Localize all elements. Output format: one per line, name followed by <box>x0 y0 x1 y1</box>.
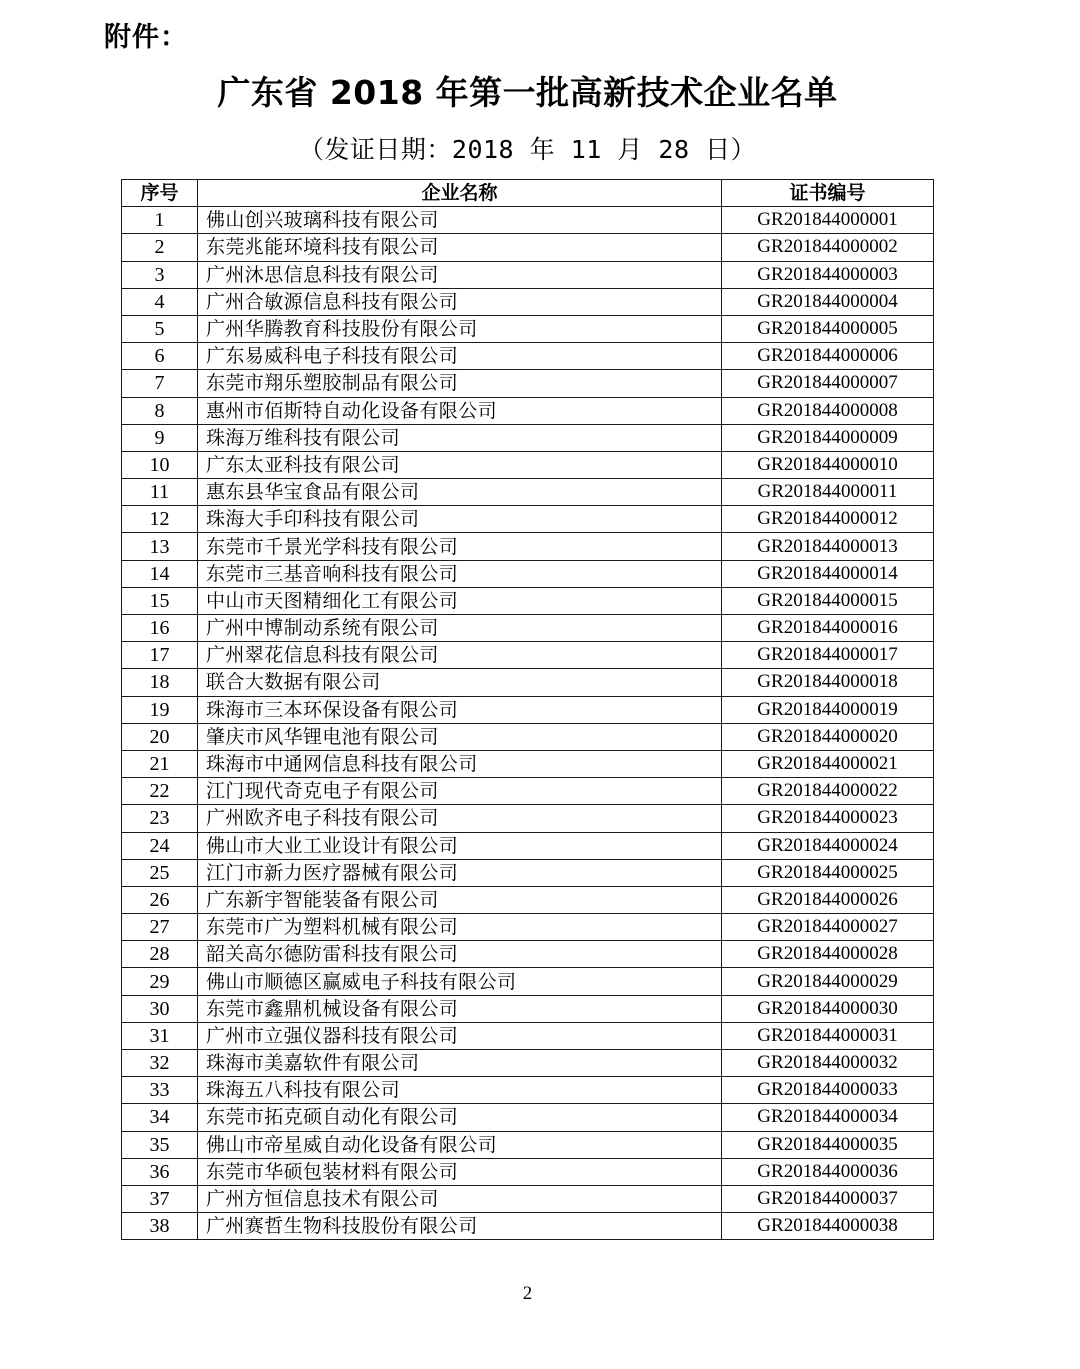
table-header-row <box>122 180 934 207</box>
company-name-cell: 广州方恒信息技术有限公司 <box>198 1185 722 1212</box>
table-row <box>122 234 934 261</box>
company-name-cell: 东莞市广为塑料机械有限公司 <box>198 914 722 941</box>
serial-number-cell: 35 <box>122 1131 198 1158</box>
certificate-number-cell: GR201844000023 <box>722 805 934 832</box>
table-row <box>122 1022 934 1049</box>
table-row <box>122 941 934 968</box>
table-row <box>122 370 934 397</box>
company-name-cell: 东莞市拓克硕自动化有限公司 <box>198 1104 722 1131</box>
certificate-number-cell: GR201844000019 <box>722 696 934 723</box>
enterprise-table-container <box>121 179 933 1240</box>
certificate-number-cell: GR201844000012 <box>722 506 934 533</box>
company-name-cell: 中山市天图精细化工有限公司 <box>198 587 722 614</box>
table-row <box>122 615 934 642</box>
company-name-cell: 东莞市千景光学科技有限公司 <box>198 533 722 560</box>
table-row <box>122 451 934 478</box>
table-row <box>122 397 934 424</box>
company-name-cell: 广州市立强仪器科技有限公司 <box>198 1022 722 1049</box>
certificate-number-cell: GR201844000001 <box>722 207 934 234</box>
company-name-cell: 佛山市大业工业设计有限公司 <box>198 832 722 859</box>
company-name-cell: 广东太亚科技有限公司 <box>198 451 722 478</box>
certificate-number-cell: GR201844000016 <box>722 615 934 642</box>
serial-number-cell: 16 <box>122 615 198 642</box>
serial-number-cell: 19 <box>122 696 198 723</box>
certificate-number-cell: GR201844000017 <box>722 642 934 669</box>
certificate-number-cell: GR201844000008 <box>722 397 934 424</box>
certificate-number-cell: GR201844000009 <box>722 424 934 451</box>
table-body <box>122 207 934 1240</box>
table-row <box>122 315 934 342</box>
certificate-number-cell: GR201844000005 <box>722 315 934 342</box>
company-name-cell: 东莞市鑫鼎机械设备有限公司 <box>198 995 722 1022</box>
company-name-cell: 广东新宇智能装备有限公司 <box>198 886 722 913</box>
table-row <box>122 1158 934 1185</box>
certificate-number-cell: GR201844000024 <box>722 832 934 859</box>
certificate-number-cell: GR201844000038 <box>722 1213 934 1240</box>
certificate-number-cell: GR201844000036 <box>722 1158 934 1185</box>
company-name-cell: 东莞兆能环境科技有限公司 <box>198 234 722 261</box>
company-name-cell: 惠州市佰斯特自动化设备有限公司 <box>198 397 722 424</box>
table-row <box>122 1213 934 1240</box>
table-row <box>122 533 934 560</box>
company-name-cell: 珠海市中通网信息科技有限公司 <box>198 750 722 777</box>
serial-number-cell: 8 <box>122 397 198 424</box>
company-name-cell: 广州赛哲生物科技股份有限公司 <box>198 1213 722 1240</box>
serial-number-cell: 28 <box>122 941 198 968</box>
serial-number-cell: 32 <box>122 1050 198 1077</box>
company-name-cell: 联合大数据有限公司 <box>198 669 722 696</box>
serial-number-cell: 3 <box>122 261 198 288</box>
serial-number-cell: 38 <box>122 1213 198 1240</box>
serial-number-cell: 6 <box>122 343 198 370</box>
table-row <box>122 1185 934 1212</box>
certificate-number-cell: GR201844000002 <box>722 234 934 261</box>
serial-number-cell: 20 <box>122 723 198 750</box>
company-name-cell: 广州中博制动系统有限公司 <box>198 615 722 642</box>
issue-date-subtitle: （发证日期：2018 年 11 月 28 日） <box>298 135 757 164</box>
certificate-number-cell: GR201844000025 <box>722 859 934 886</box>
serial-number-cell: 21 <box>122 750 198 777</box>
column-header-certificate-number: 证书编号 <box>722 180 934 207</box>
serial-number-cell: 11 <box>122 479 198 506</box>
company-name-cell: 佛山创兴玻璃科技有限公司 <box>198 207 722 234</box>
table-row <box>122 506 934 533</box>
certificate-number-cell: GR201844000010 <box>722 451 934 478</box>
certificate-number-cell: GR201844000033 <box>722 1077 934 1104</box>
serial-number-cell: 30 <box>122 995 198 1022</box>
table-row <box>122 1131 934 1158</box>
table-row <box>122 1077 934 1104</box>
company-name-cell: 佛山市顺德区赢威电子科技有限公司 <box>198 968 722 995</box>
certificate-number-cell: GR201844000035 <box>722 1131 934 1158</box>
page-title: 广东省 2018 年第一批高新技术企业名单 <box>217 73 838 112</box>
table-row <box>122 1050 934 1077</box>
certificate-number-cell: GR201844000034 <box>722 1104 934 1131</box>
serial-number-cell: 37 <box>122 1185 198 1212</box>
table-row <box>122 669 934 696</box>
serial-number-cell: 1 <box>122 207 198 234</box>
table-row <box>122 288 934 315</box>
company-name-cell: 广东易威科电子科技有限公司 <box>198 343 722 370</box>
serial-number-cell: 15 <box>122 587 198 614</box>
certificate-number-cell: GR201844000006 <box>722 343 934 370</box>
table-row <box>122 805 934 832</box>
table-row <box>122 968 934 995</box>
table-row <box>122 424 934 451</box>
serial-number-cell: 25 <box>122 859 198 886</box>
certificate-number-cell: GR201844000015 <box>722 587 934 614</box>
serial-number-cell: 17 <box>122 642 198 669</box>
attachment-label: 附件： <box>104 22 188 53</box>
company-name-cell: 珠海市三本环保设备有限公司 <box>198 696 722 723</box>
table-row <box>122 642 934 669</box>
certificate-number-cell: GR201844000004 <box>722 288 934 315</box>
table-row <box>122 750 934 777</box>
certificate-number-cell: GR201844000021 <box>722 750 934 777</box>
certificate-number-cell: GR201844000032 <box>722 1050 934 1077</box>
certificate-number-cell: GR201844000022 <box>722 778 934 805</box>
certificate-number-cell: GR201844000031 <box>722 1022 934 1049</box>
certificate-number-cell: GR201844000030 <box>722 995 934 1022</box>
serial-number-cell: 10 <box>122 451 198 478</box>
table-row <box>122 560 934 587</box>
company-name-cell: 肇庆市风华锂电池有限公司 <box>198 723 722 750</box>
serial-number-cell: 2 <box>122 234 198 261</box>
serial-number-cell: 24 <box>122 832 198 859</box>
company-name-cell: 东莞市三基音响科技有限公司 <box>198 560 722 587</box>
table-row <box>122 587 934 614</box>
company-name-cell: 广州翠花信息科技有限公司 <box>198 642 722 669</box>
company-name-cell: 广州欧齐电子科技有限公司 <box>198 805 722 832</box>
column-header-company-name: 企业名称 <box>198 180 722 207</box>
serial-number-cell: 4 <box>122 288 198 315</box>
serial-number-cell: 36 <box>122 1158 198 1185</box>
company-name-cell: 广州华腾教育科技股份有限公司 <box>198 315 722 342</box>
certificate-number-cell: GR201844000026 <box>722 886 934 913</box>
table-row <box>122 207 934 234</box>
table-row <box>122 832 934 859</box>
serial-number-cell: 22 <box>122 778 198 805</box>
serial-number-cell: 9 <box>122 424 198 451</box>
certificate-number-cell: GR201844000013 <box>722 533 934 560</box>
company-name-cell: 珠海万维科技有限公司 <box>198 424 722 451</box>
certificate-number-cell: GR201844000029 <box>722 968 934 995</box>
company-name-cell: 珠海市美嘉软件有限公司 <box>198 1050 722 1077</box>
serial-number-cell: 18 <box>122 669 198 696</box>
table-row <box>122 1104 934 1131</box>
enterprise-table <box>121 179 934 1240</box>
company-name-cell: 东莞市翔乐塑胶制品有限公司 <box>198 370 722 397</box>
serial-number-cell: 7 <box>122 370 198 397</box>
company-name-cell: 韶关高尔德防雷科技有限公司 <box>198 941 722 968</box>
company-name-cell: 珠海五八科技有限公司 <box>198 1077 722 1104</box>
company-name-cell: 佛山市帝星威自动化设备有限公司 <box>198 1131 722 1158</box>
serial-number-cell: 26 <box>122 886 198 913</box>
serial-number-cell: 23 <box>122 805 198 832</box>
company-name-cell: 惠东县华宝食品有限公司 <box>198 479 722 506</box>
certificate-number-cell: GR201844000037 <box>722 1185 934 1212</box>
company-name-cell: 江门市新力医疗器械有限公司 <box>198 859 722 886</box>
table-row <box>122 778 934 805</box>
certificate-number-cell: GR201844000027 <box>722 914 934 941</box>
table-row <box>122 343 934 370</box>
table-row <box>122 859 934 886</box>
certificate-number-cell: GR201844000014 <box>722 560 934 587</box>
company-name-cell: 广州沐思信息科技有限公司 <box>198 261 722 288</box>
serial-number-cell: 14 <box>122 560 198 587</box>
table-row <box>122 479 934 506</box>
serial-number-cell: 12 <box>122 506 198 533</box>
certificate-number-cell: GR201844000028 <box>722 941 934 968</box>
certificate-number-cell: GR201844000003 <box>722 261 934 288</box>
serial-number-cell: 33 <box>122 1077 198 1104</box>
table-row <box>122 696 934 723</box>
serial-number-cell: 34 <box>122 1104 198 1131</box>
table-row <box>122 261 934 288</box>
serial-number-cell: 5 <box>122 315 198 342</box>
table-row <box>122 723 934 750</box>
company-name-cell: 珠海大手印科技有限公司 <box>198 506 722 533</box>
table-row <box>122 886 934 913</box>
serial-number-cell: 13 <box>122 533 198 560</box>
certificate-number-cell: GR201844000018 <box>722 669 934 696</box>
serial-number-cell: 31 <box>122 1022 198 1049</box>
table-row <box>122 914 934 941</box>
serial-number-cell: 29 <box>122 968 198 995</box>
company-name-cell: 广州合敏源信息科技有限公司 <box>198 288 722 315</box>
company-name-cell: 东莞市华硕包装材料有限公司 <box>198 1158 722 1185</box>
certificate-number-cell: GR201844000011 <box>722 479 934 506</box>
column-header-serial-number: 序号 <box>122 180 198 207</box>
certificate-number-cell: GR201844000020 <box>722 723 934 750</box>
company-name-cell: 江门现代奇克电子有限公司 <box>198 778 722 805</box>
page-number: 2 <box>522 1283 533 1304</box>
serial-number-cell: 27 <box>122 914 198 941</box>
certificate-number-cell: GR201844000007 <box>722 370 934 397</box>
table-row <box>122 995 934 1022</box>
